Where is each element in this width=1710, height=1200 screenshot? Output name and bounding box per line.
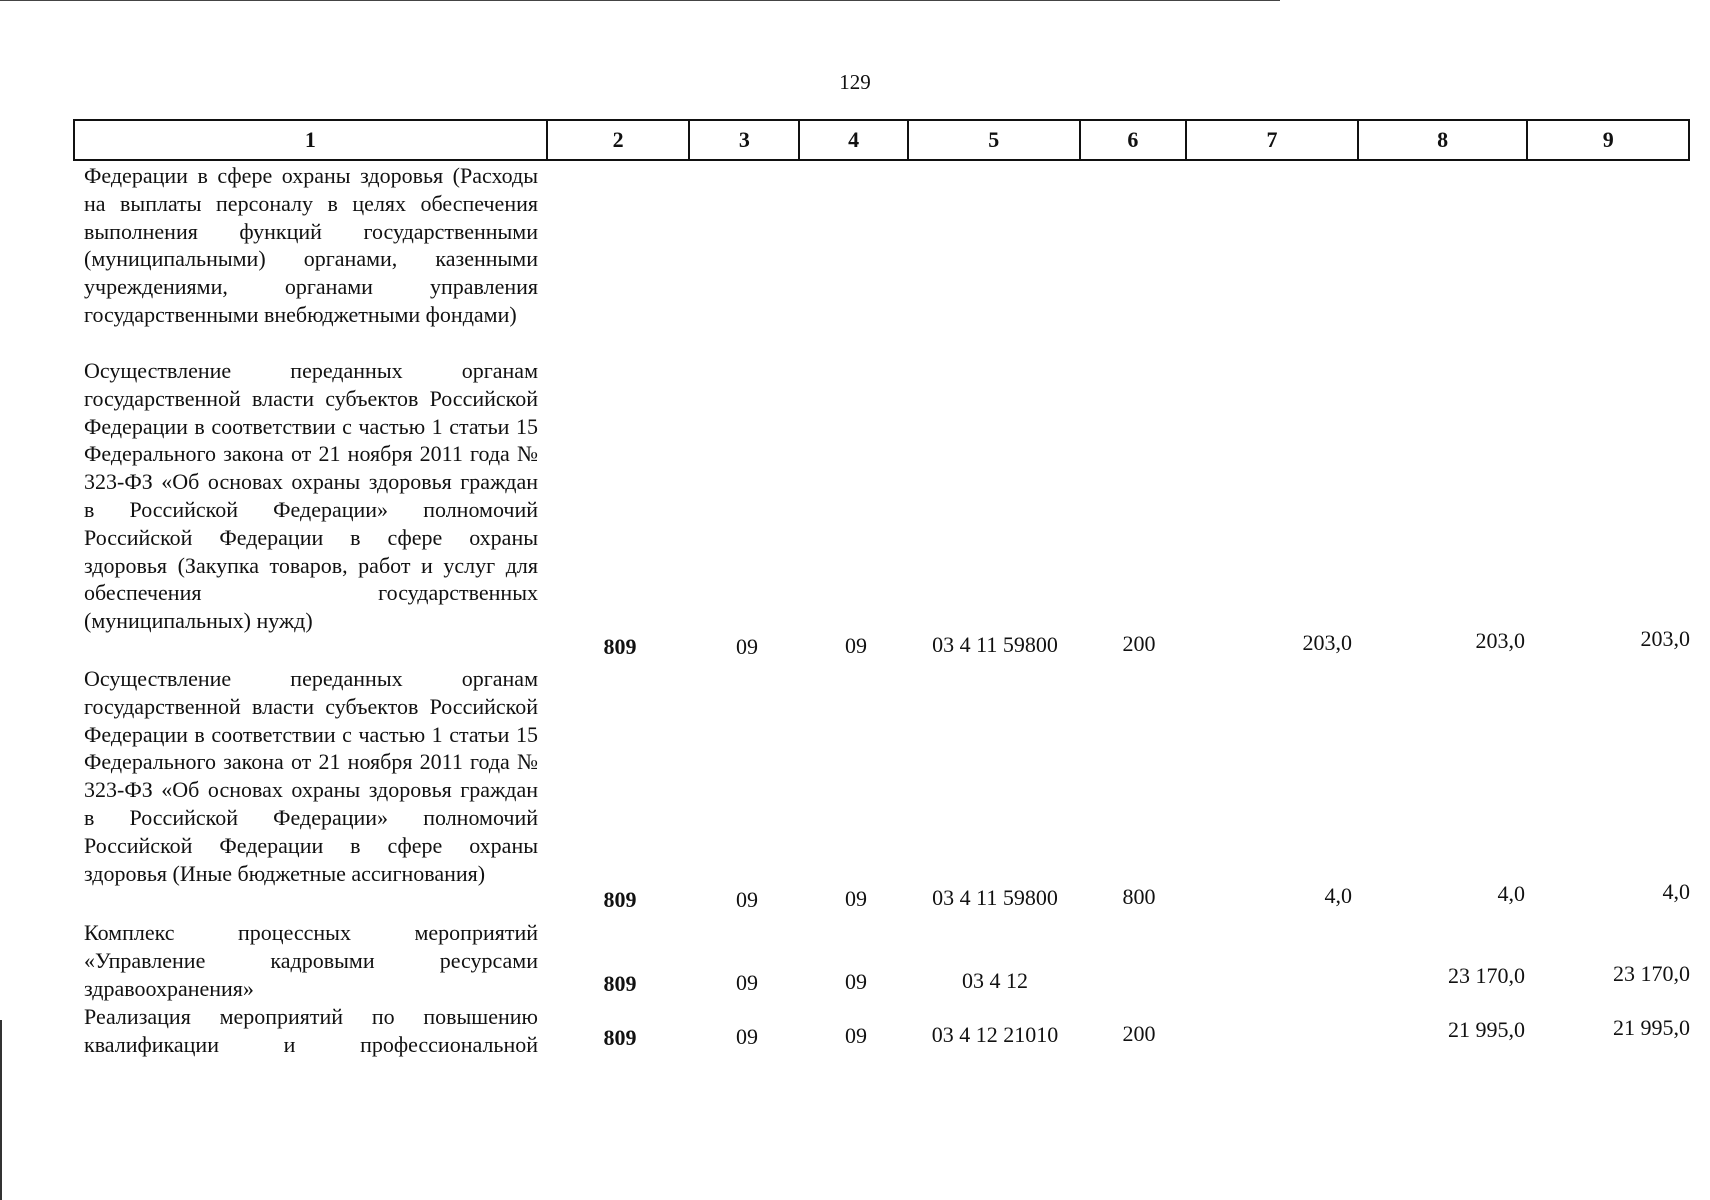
row-target-article: 03 4 12: [962, 968, 1028, 993]
scan-left-edge: [0, 1020, 2, 1200]
row-expense-type: 200: [1122, 631, 1156, 656]
table-header: [73, 119, 1690, 161]
row-value-col8: 21 995,0: [1448, 1017, 1525, 1042]
row-expense-type: 800: [1122, 884, 1156, 909]
header-col-9: 9: [1602, 127, 1614, 152]
row-section: 09: [736, 634, 758, 659]
row-description: Реализация мероприятий по повышению квалификации и профессиональной: [84, 1004, 538, 1057]
row-value-col9: 4,0: [1662, 879, 1690, 904]
row-value-col8: 4,0: [1497, 881, 1525, 906]
row-value-col9: 21 995,0: [1613, 1015, 1690, 1040]
header-col-2: 2: [548, 121, 691, 159]
row-value-col7: 203,0: [1302, 630, 1352, 655]
row-code: 809: [603, 971, 637, 996]
header-col-7: 7: [1187, 121, 1359, 159]
scan-edge: [0, 0, 1280, 1]
page-number: 129: [839, 70, 871, 94]
row-value-col8: 23 170,0: [1448, 963, 1525, 988]
header-col-1: 1: [75, 121, 548, 159]
row-section: 09: [736, 887, 758, 912]
header-col-8: 8: [1359, 121, 1529, 159]
header-col-5: 5: [909, 121, 1081, 159]
row-description: Осуществление переданных органам государственной власти субъектов Российской Федерации в соответствии с частью 1 статьи 15 Федерального закона от 21 ноября 2011 года № 323-ФЗ «Об основах охраны здоровья граждан в Российской Федерации» полномочий Российской Федерации в сфере охраны здоровья (Иные бюджетные ассигнования): [84, 666, 538, 886]
row-value-col7: 4,0: [1324, 883, 1352, 908]
row-section: 09: [736, 970, 758, 995]
row-subsection: 09: [845, 969, 867, 994]
header-col-3: 3: [690, 121, 800, 159]
row-code: 809: [603, 887, 637, 912]
row-value-col9: 203,0: [1640, 626, 1690, 651]
row-code: 809: [603, 1025, 637, 1050]
row-subsection: 09: [845, 886, 867, 911]
row-description: Комплекс процессных мероприятий «Управление кадровыми ресурсами здравоохранения»: [84, 920, 538, 1001]
row-code: 809: [603, 634, 637, 659]
header-col-4: 4: [800, 121, 909, 159]
header-col-6: 6: [1081, 121, 1188, 159]
row-target-article: 03 4 11 59800: [932, 885, 1058, 910]
row-description: Федерации в сфере охраны здоровья (Расходы на выплаты персоналу в целях обеспечения выполнения функций государственными (муниципальными) органами, казенными учреждениями, органами управления государственными внебюджетными фондами): [84, 163, 538, 327]
row-expense-type: 200: [1122, 1021, 1156, 1046]
row-subsection: 09: [845, 1023, 867, 1048]
row-value-col9: 23 170,0: [1613, 961, 1690, 986]
row-description: Осуществление переданных органам государственной власти субъектов Российской Федерации в соответствии с частью 1 статьи 15 Федерального закона от 21 ноября 2011 года № 323-ФЗ «Об основах охраны здоровья граждан в Российской Федерации» полномочий Российской Федерации в сфере охраны здоровья (Закупка товаров, работ и услуг для обеспечения государственных (муниципальных) нужд): [84, 358, 538, 634]
row-subsection: 09: [845, 633, 867, 658]
row-target-article: 03 4 11 59800: [932, 632, 1058, 657]
row-target-article: 03 4 12 21010: [931, 1022, 1059, 1047]
row-section: 09: [736, 1024, 758, 1049]
row-value-col8: 203,0: [1475, 628, 1525, 653]
